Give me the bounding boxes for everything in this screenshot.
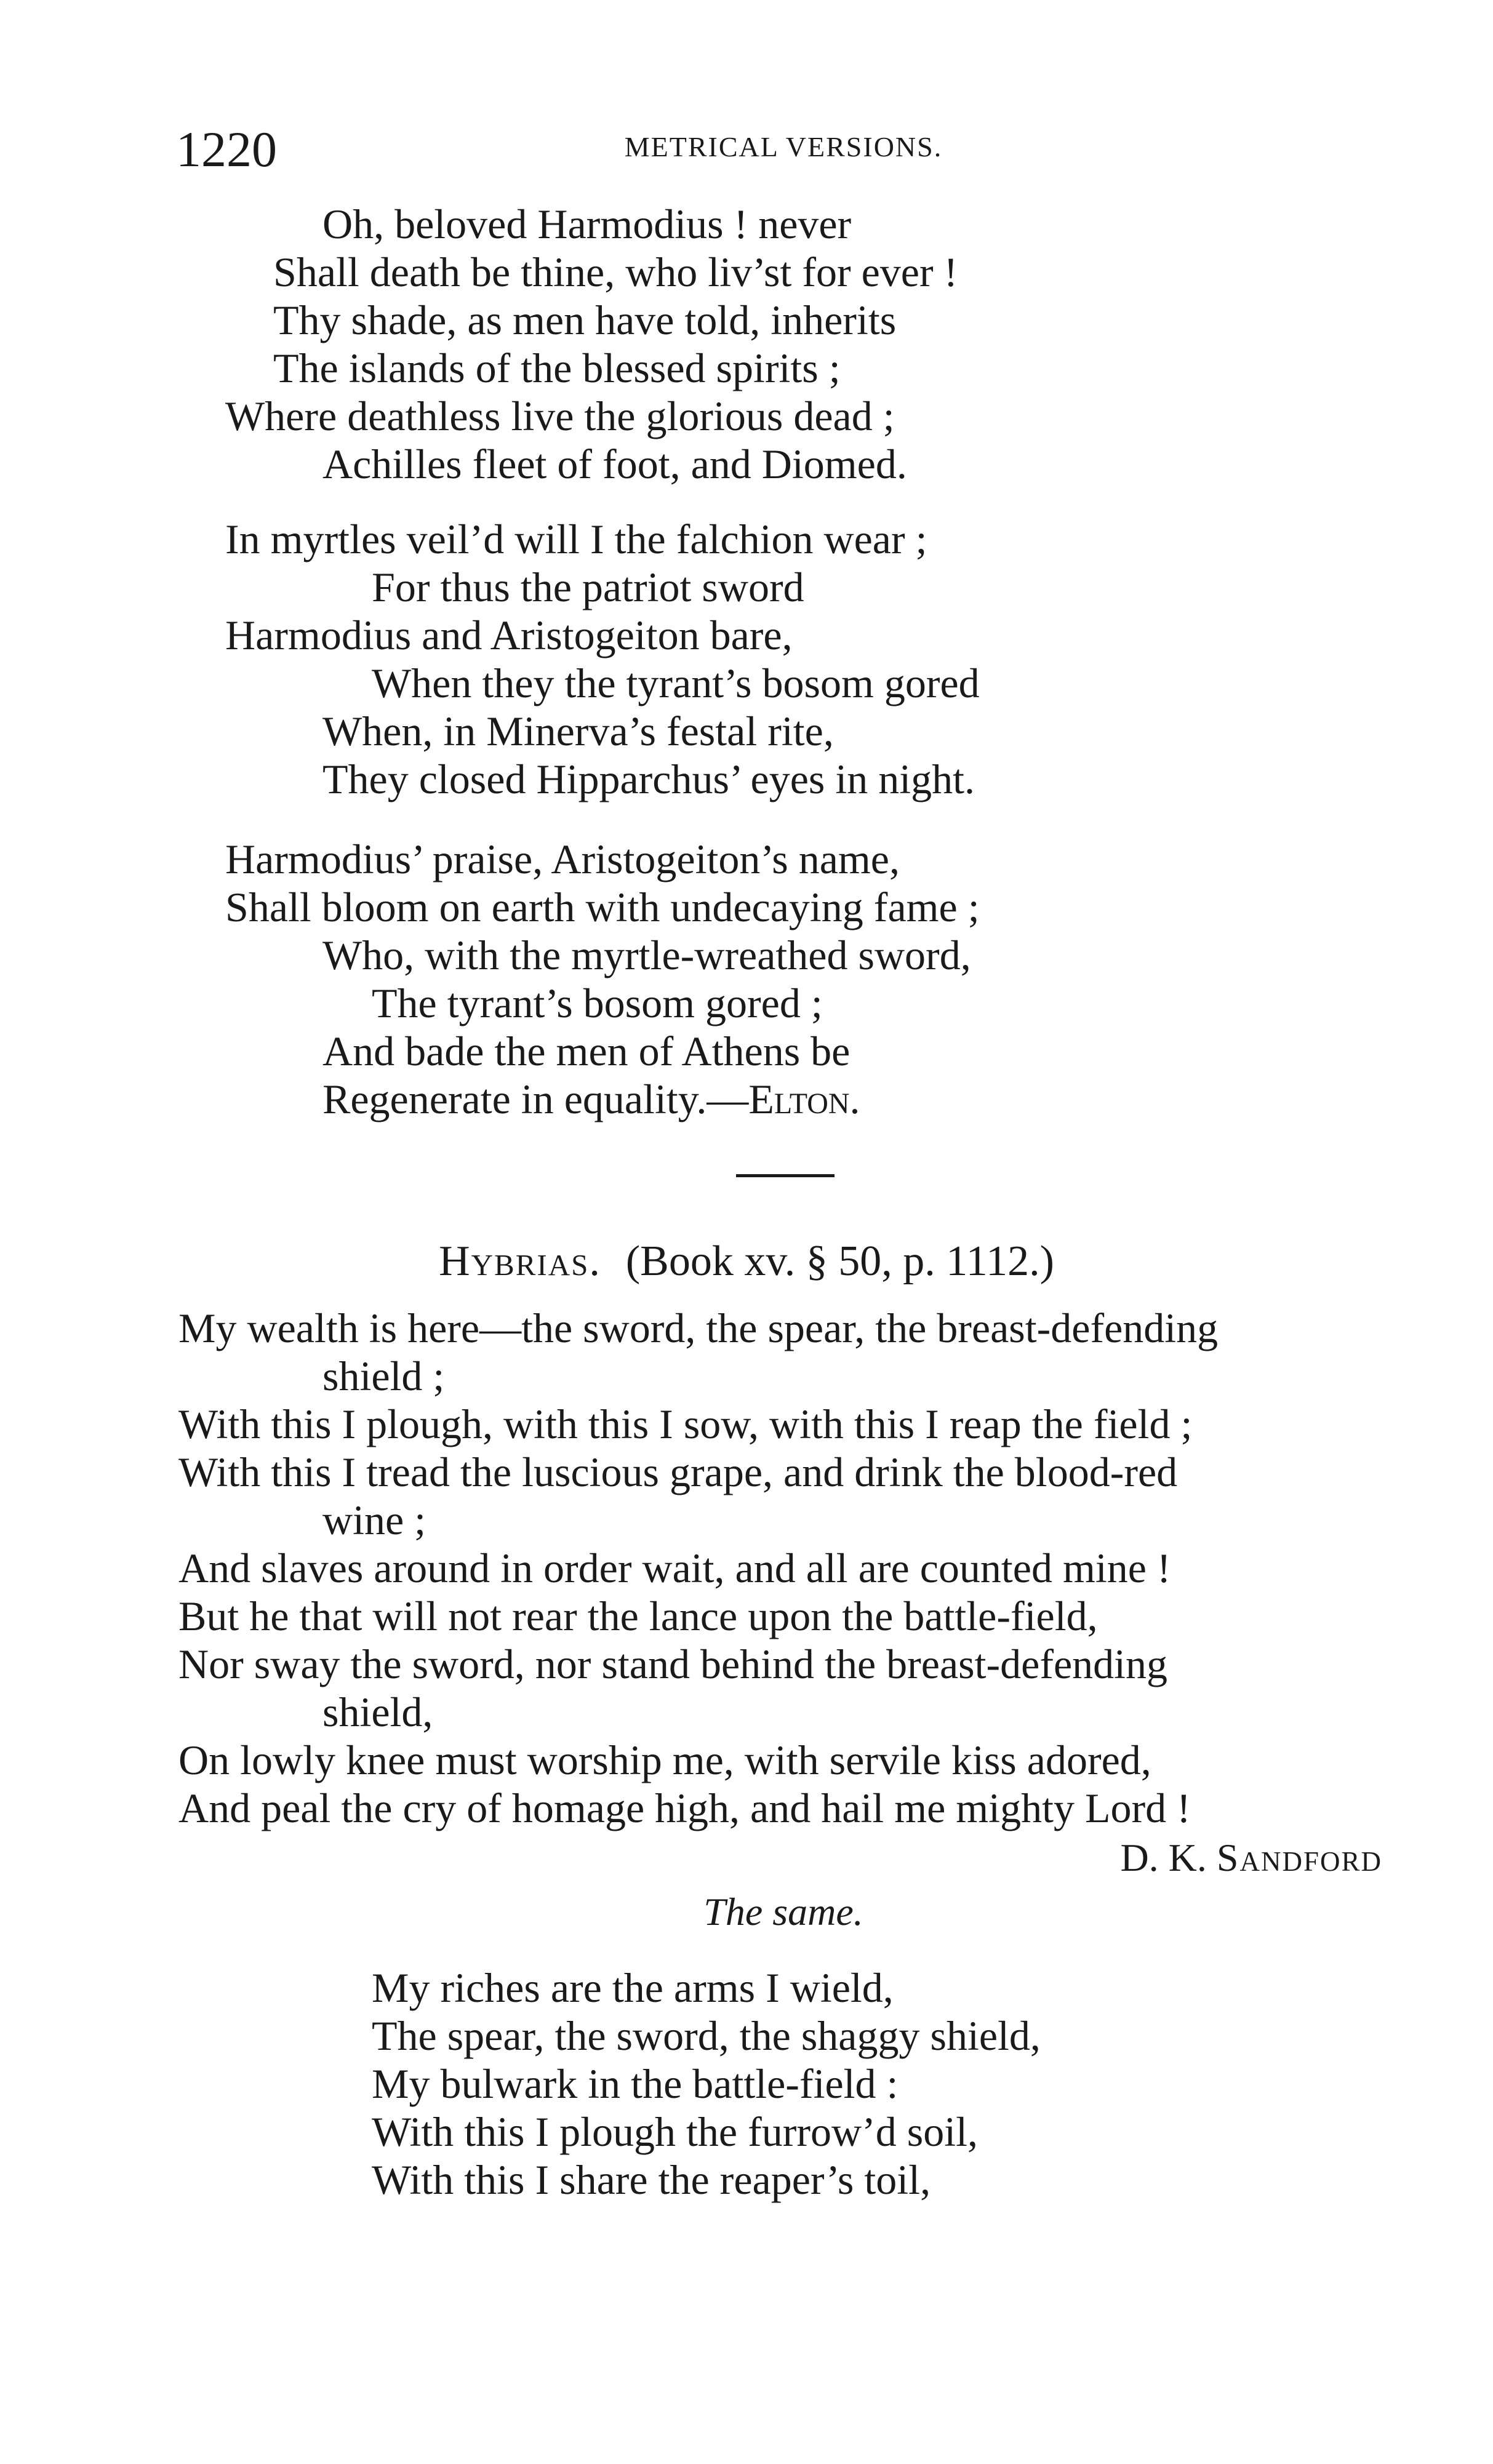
- attribution-name: Sandford: [1216, 1836, 1382, 1879]
- poem-line: On lowly knee must worship me, with servile kiss adored,: [178, 1737, 1151, 1783]
- subheading-the-same: The same.: [703, 1890, 863, 1934]
- poem-line: shield,: [322, 1689, 433, 1735]
- heading-name: Hybrias.: [439, 1238, 601, 1285]
- running-title: METRICAL VERSIONS.: [624, 131, 943, 162]
- poem-line: My riches are the arms I wield,: [372, 1964, 894, 2011]
- poem-line: And bade the men of Athens be: [322, 1028, 851, 1074]
- poem-line: With this I plough the furrow’d soil,: [372, 2108, 979, 2155]
- poem-line: shield ;: [322, 1353, 445, 1399]
- section-divider: [736, 1174, 835, 1177]
- poem-line: The tyrant’s bosom gored ;: [372, 980, 823, 1026]
- poem-line: Thy shade, as men have told, inherits: [273, 297, 897, 343]
- poem-line: Nor sway the sword, nor stand behind the breast-defending: [178, 1641, 1168, 1687]
- poem-line: Shall bloom on earth with undecaying fame ;: [225, 884, 980, 930]
- poem-line: With this I tread the luscious grape, and drink the blood-red: [178, 1449, 1178, 1495]
- poem-line: wine ;: [322, 1497, 426, 1543]
- poem-line: Oh, beloved Harmodius ! never: [322, 201, 852, 247]
- poem-line: And slaves around in order wait, and all are counted mine !: [178, 1545, 1171, 1591]
- poem-line: Who, with the myrtle-wreathed sword,: [322, 932, 971, 978]
- poem-line: Harmodius and Aristogeiton bare,: [225, 612, 793, 658]
- poem-line: When they the tyrant’s bosom gored: [372, 660, 980, 706]
- poem-line-text: Regenerate in equality.—: [322, 1076, 749, 1122]
- poem-line: For thus the patriot sword: [372, 564, 804, 610]
- poem-line: The spear, the sword, the shaggy shield,: [372, 2012, 1041, 2059]
- poem-line: Achilles fleet of foot, and Diomed.: [322, 441, 907, 487]
- poem-line: [322, 1078, 860, 1120]
- poem-line: And peal the cry of homage high, and hail me mighty Lord !: [178, 1785, 1191, 1831]
- section-heading: [0, 1237, 1493, 1286]
- poem-line: But he that will not rear the lance upon the battle-field,: [178, 1593, 1098, 1639]
- poem-line: My bulwark in the battle-field :: [372, 2060, 899, 2107]
- attribution-elton: Elton.: [748, 1076, 860, 1122]
- poem-line: With this I share the reaper’s toil,: [372, 2156, 931, 2203]
- attribution-initials: D. K.: [1120, 1836, 1207, 1879]
- page-number: 1220: [176, 121, 277, 177]
- poem-line: Shall death be thine, who liv’st for ever !: [273, 249, 958, 295]
- poem-line: Harmodius’ praise, Aristogeiton’s name,: [225, 836, 900, 882]
- poem-line: When, in Minerva’s festal rite,: [322, 708, 834, 754]
- poem-line: Where deathless live the glorious dead ;: [225, 393, 895, 439]
- poem-line: The islands of the blessed spirits ;: [273, 345, 841, 391]
- heading-reference: (Book xv. § 50, p. 1112.): [625, 1238, 1054, 1285]
- attribution-sandford: [1120, 1835, 1382, 1881]
- poem-line: In myrtles veil’d will I the falchion wear ;: [225, 516, 927, 562]
- poem-line: My wealth is here—the sword, the spear, the breast-defending: [178, 1305, 1219, 1351]
- poem-line: With this I plough, with this I sow, with this I reap the field ;: [178, 1401, 1193, 1447]
- poem-line: They closed Hipparchus’ eyes in night.: [322, 756, 975, 802]
